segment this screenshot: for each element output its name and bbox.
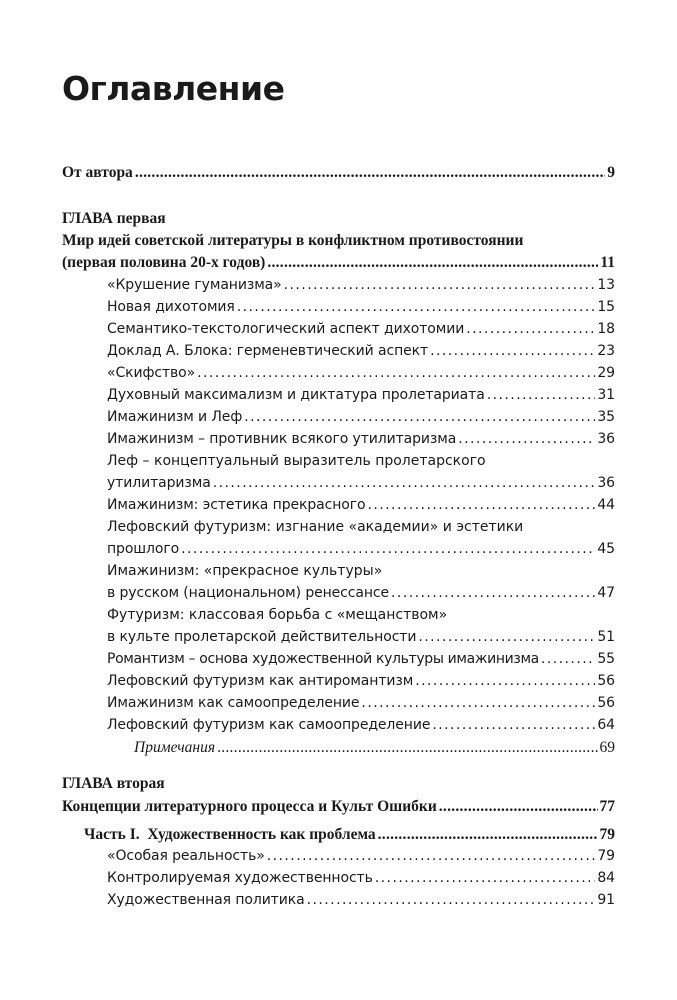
toc-entry[interactable] <box>107 298 615 317</box>
toc-leader <box>244 408 595 427</box>
toc-page-number: 9 <box>607 164 615 181</box>
chapter2-title: Концепции литературного процесса и Культ Ошибки <box>62 798 437 815</box>
toc-entry-label: Примечания <box>134 739 216 756</box>
toc-entry-label: Часть I. Художественность как проблема <box>84 826 376 843</box>
toc-leader <box>415 672 595 691</box>
toc-entry-label: в русском (национальном) ренессансе <box>107 585 390 601</box>
toc-page-number: 51 <box>597 629 615 645</box>
toc-page-number: 55 <box>597 651 615 667</box>
toc-entry-label: Имажинизм: эстетика прекрасного <box>107 497 366 513</box>
toc-entry[interactable] <box>107 276 615 295</box>
toc-entry[interactable] <box>107 408 615 427</box>
toc-leader <box>307 891 596 910</box>
toc-entry-chapter1[interactable] <box>62 253 615 272</box>
toc-page-number: 77 <box>599 798 615 815</box>
toc-entry-from-author[interactable] <box>62 163 615 182</box>
toc-page-number: 35 <box>597 409 615 425</box>
toc-page-number: 13 <box>597 277 615 293</box>
toc-entry-label: в культе пролетарской действительности <box>107 629 417 645</box>
toc-entry[interactable] <box>107 628 615 647</box>
toc-entry-label: Контролируемая художественность <box>107 870 373 886</box>
toc-entry-label: Духовный максимализм и диктатура пролетариата <box>107 387 485 403</box>
toc-page-number: 11 <box>600 254 615 271</box>
toc-leader <box>541 650 595 669</box>
toc-page-number: 91 <box>597 892 615 908</box>
toc-leader <box>391 584 595 603</box>
toc-entry-label: Романтизм – основа художественной культуры имажинизма <box>107 651 539 667</box>
toc-page-number: 44 <box>597 497 615 513</box>
toc-entry-label: От автора <box>62 164 133 181</box>
toc-entry[interactable] <box>107 672 615 691</box>
toc-entry[interactable] <box>107 847 615 866</box>
toc-entry[interactable] <box>107 540 615 559</box>
toc-leader <box>267 847 596 866</box>
toc-leader <box>181 540 595 559</box>
toc-leader <box>487 386 596 405</box>
toc-entry-label: Семантико-текстологический аспект дихотомии <box>107 321 465 337</box>
toc-page-number: 79 <box>599 826 615 843</box>
toc-entry-label: Художественная политика <box>107 892 305 908</box>
toc-page-number: 84 <box>597 870 615 886</box>
toc-entry[interactable] <box>107 694 615 713</box>
toc-page-number: 45 <box>597 541 615 557</box>
toc-entry-label: Имажинизм как самоопределение <box>107 695 360 711</box>
toc-entry[interactable] <box>107 650 615 669</box>
toc-entry-part1[interactable] <box>84 825 615 844</box>
toc-entry-label: «Скифство» <box>107 365 196 381</box>
toc-entry[interactable] <box>107 891 615 910</box>
toc-page-number: 69 <box>599 739 615 756</box>
toc-entry-label: прошлого <box>107 541 180 557</box>
toc-entry-chapter2[interactable] <box>62 797 615 816</box>
toc-entry[interactable] <box>107 320 615 339</box>
toc-page-number: 36 <box>597 475 615 491</box>
toc-leader <box>367 496 595 515</box>
chapter1-heading: ГЛАВА первая <box>62 210 166 227</box>
toc-entry-notes[interactable] <box>134 738 615 757</box>
toc-entry[interactable] <box>107 386 615 405</box>
toc-entry[interactable] <box>107 496 615 515</box>
toc-entry-label: «Крушение гуманизма» <box>107 277 282 293</box>
toc-page-number: 47 <box>597 585 615 601</box>
toc-entry-label: Новая дихотомия <box>107 299 235 315</box>
toc-entry-label-line1: Леф – концептуальный выразитель пролетарского <box>107 453 486 469</box>
toc-leader <box>378 825 598 844</box>
toc-page-number: 56 <box>597 695 615 711</box>
toc-leader <box>197 364 595 383</box>
toc-leader <box>361 694 595 713</box>
toc-page-number: 64 <box>597 717 615 733</box>
chapter1-title-line2: (первая половина 20-х годов) <box>62 254 266 271</box>
toc-entry[interactable] <box>107 364 615 383</box>
toc-page-number: 29 <box>597 365 615 381</box>
toc-page-number: 56 <box>597 673 615 689</box>
toc-leader <box>237 298 596 317</box>
toc-leader <box>458 430 595 449</box>
chapter1-title-line1: Мир идей советской литературы в конфликтном противостоянии <box>62 232 524 249</box>
toc-leader <box>466 320 595 339</box>
toc-entry-label: утилитаризма <box>107 475 211 491</box>
toc-entry-label-line1: Футуризм: классовая борьба с «мещанством» <box>107 607 448 623</box>
toc-entry-label: «Особая реальность» <box>107 848 265 864</box>
toc-page-number: 18 <box>597 321 615 337</box>
toc-page-number: 15 <box>597 299 615 315</box>
toc-page-number: 31 <box>597 387 615 403</box>
toc-entry[interactable] <box>107 474 615 493</box>
toc-entry-label: Лефовский футуризм как антиромантизм <box>107 673 414 689</box>
toc-entry-label: Доклад А. Блока: герменевтический аспект <box>107 343 429 359</box>
toc-entry-label: Имажинизм и Леф <box>107 409 243 425</box>
toc-page-number: 23 <box>597 343 615 359</box>
toc-leader <box>418 628 595 647</box>
toc-leader <box>213 474 596 493</box>
toc-leader <box>267 253 598 272</box>
toc-page-number: 79 <box>597 848 615 864</box>
toc-leader <box>430 342 595 361</box>
chapter2-heading: ГЛАВА вторая <box>62 775 165 792</box>
toc-entry[interactable] <box>107 342 615 361</box>
toc-entry-label-line1: Имажинизм: «прекрасное культуры» <box>107 563 383 579</box>
toc-entry[interactable] <box>107 716 615 735</box>
toc-leader <box>375 869 596 888</box>
toc-leader <box>217 738 597 757</box>
toc-leader <box>135 163 605 182</box>
toc-entry[interactable] <box>107 584 615 603</box>
toc-entry-label: Имажинизм – противник всякого утилитаризма <box>107 431 457 447</box>
toc-leader <box>439 797 598 816</box>
toc-entry[interactable] <box>107 430 615 449</box>
toc-leader <box>432 716 595 735</box>
toc-entry-label-line1: Лефовский футуризм: изгнание «академии» и эстетики <box>107 519 524 535</box>
toc-entry-label: Лефовский футуризм как самоопределение <box>107 717 431 733</box>
toc-entry[interactable] <box>107 869 615 888</box>
toc-page-number: 36 <box>597 431 615 447</box>
toc-leader <box>284 276 596 295</box>
page-title: Оглавление <box>62 69 285 108</box>
